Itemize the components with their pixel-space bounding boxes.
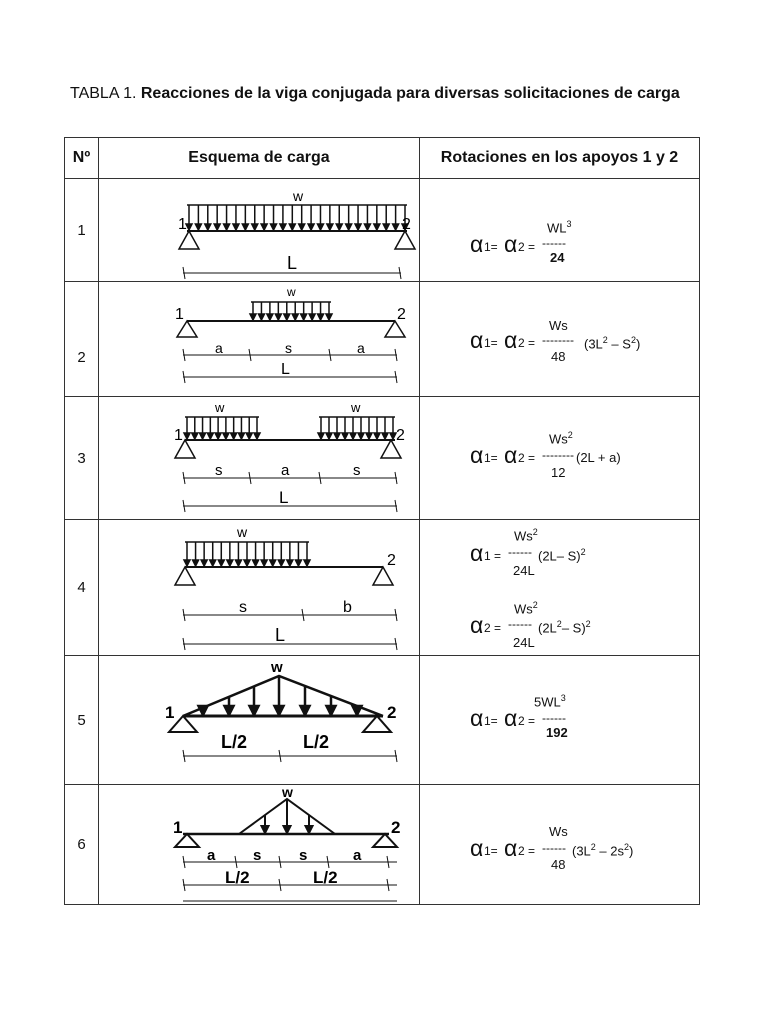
- load-arrow-head: [287, 560, 293, 566]
- load-arrow-head: [215, 433, 221, 439]
- load-arrow-head: [299, 224, 305, 230]
- load-diagram-1: [99, 179, 420, 282]
- dim-label: L/2: [221, 732, 248, 752]
- beam-diagram-left-partial: [99, 520, 419, 655]
- factor-exponent: 2: [556, 619, 562, 629]
- formula-numerator: [549, 430, 573, 446]
- header-rotations: Rotaciones en los apoyos 1 y 2: [420, 138, 700, 179]
- dim-label: a: [215, 340, 223, 356]
- load-label-w: w: [287, 285, 296, 299]
- row-number: 1: [65, 179, 99, 282]
- load-arrow-head: [284, 314, 290, 320]
- factor-text: – S: [607, 336, 631, 352]
- table-row: [65, 785, 700, 905]
- load-arrow-head: [350, 433, 356, 439]
- fraction-bar: --------: [542, 333, 574, 347]
- load-arrow-head: [334, 433, 340, 439]
- load-label-w: w: [237, 524, 248, 540]
- support-1-label: 1: [173, 818, 183, 837]
- numerator-text: 5WL: [534, 694, 561, 710]
- formula-cell-5: [420, 656, 700, 785]
- table-header-row: [65, 138, 700, 179]
- load-arrow-head: [233, 224, 239, 230]
- load-arrow-head: [355, 224, 361, 230]
- subscript: 2 =: [518, 336, 536, 350]
- load-arrow-head: [192, 433, 198, 439]
- support-2-label: 2: [402, 216, 411, 233]
- load-arrow-head: [207, 433, 213, 439]
- load-arrow-head: [218, 560, 224, 566]
- subscript: 2 =: [518, 714, 536, 728]
- load-arrow-head: [238, 433, 244, 439]
- fraction-bar: ------: [508, 617, 532, 631]
- load-arrow-head: [205, 224, 211, 230]
- formula-factor: (2L + a): [576, 450, 621, 465]
- alpha-symbol: α: [504, 231, 518, 257]
- load-arrow-head: [193, 560, 199, 566]
- load-arrow-head: [295, 560, 301, 566]
- numerator-text: WL: [547, 220, 567, 236]
- formula-factor: [538, 547, 586, 563]
- load-arrow-head: [275, 706, 284, 715]
- factor-exponent: 2: [602, 335, 608, 345]
- loads-table: [64, 137, 700, 905]
- support-1-label: 1: [175, 306, 184, 323]
- load-arrow-head: [244, 560, 250, 566]
- dim-label: b: [343, 599, 352, 616]
- load-diagram-5: [99, 656, 420, 785]
- load-arrow-head: [292, 314, 298, 320]
- load-arrows: [186, 205, 408, 230]
- fraction-bar: --------: [542, 448, 574, 462]
- load-arrow-head: [382, 433, 388, 439]
- beam-diagram-two-partial: [99, 397, 419, 519]
- formula-denominator: 24L: [513, 635, 535, 650]
- load-arrow-head: [252, 224, 258, 230]
- support-2-label: 2: [387, 703, 397, 722]
- span-label-L: L: [275, 625, 286, 645]
- span-label-L: L: [279, 488, 289, 507]
- factor-text: – 2s: [595, 843, 624, 859]
- beam-diagram-central-triangular: [99, 785, 419, 904]
- dim-label: s: [239, 599, 247, 616]
- factor-text: (3L: [572, 843, 591, 859]
- numerator-text: Ws: [549, 431, 568, 447]
- subscript: 1=: [484, 451, 498, 465]
- load-arrow-head: [235, 560, 241, 566]
- load-arrow-head: [254, 433, 260, 439]
- support-2-label: 2: [396, 427, 405, 444]
- alpha-symbol: α: [470, 612, 484, 638]
- load-arrow-head: [261, 560, 267, 566]
- load-arrow-head: [250, 314, 256, 320]
- support-2-label: 2: [387, 552, 396, 569]
- formula-numerator: [547, 219, 572, 235]
- subscript: 2 =: [484, 621, 502, 635]
- formula-denominator: 48: [551, 349, 566, 364]
- factor-text: ): [629, 843, 634, 859]
- dim-label: a: [207, 847, 216, 864]
- numerator-text: Ws: [514, 601, 533, 617]
- formula-denominator: 48: [551, 857, 566, 872]
- load-arrow-head: [246, 433, 252, 439]
- load-diagram-4: [99, 520, 420, 656]
- factor-exponent: 2: [590, 842, 596, 852]
- fraction-bar: ------: [542, 841, 566, 855]
- subscript: 2 =: [518, 844, 536, 858]
- load-arrow-head: [383, 224, 389, 230]
- load-arrow-head: [308, 224, 314, 230]
- alpha-symbol: α: [504, 327, 518, 353]
- load-arrow-head: [301, 706, 310, 715]
- beam-diagram-triangular: [99, 656, 419, 784]
- table-row: [65, 179, 700, 282]
- formula-numerator: [514, 600, 538, 616]
- support-2-label: 2: [391, 818, 401, 837]
- subscript: 1=: [484, 844, 498, 858]
- row-number: 3: [65, 397, 99, 520]
- load-arrow-head: [200, 433, 206, 439]
- load-arrow-head: [374, 224, 380, 230]
- load-arrow-head: [366, 433, 372, 439]
- numerator-text: Ws: [514, 528, 533, 544]
- dim-label: L/2: [225, 868, 250, 887]
- load-arrow-head: [326, 433, 332, 439]
- formula-numerator: Ws: [549, 824, 568, 839]
- load-arrow-head: [301, 314, 307, 320]
- formula-denominator: 24: [550, 250, 565, 265]
- table-row: [65, 520, 700, 656]
- load-arrow-head: [280, 224, 286, 230]
- load-arrow-head: [184, 560, 190, 566]
- support-1-label: 1: [165, 703, 175, 722]
- dim-label: L/2: [303, 732, 330, 752]
- load-diagram-3: [99, 397, 420, 520]
- load-label-w: w: [293, 188, 304, 204]
- load-arrow-head: [223, 433, 229, 439]
- support-1-label: 1: [178, 216, 187, 233]
- load-arrow-head: [267, 314, 273, 320]
- formula-denominator: 12: [551, 465, 566, 480]
- row-number: 4: [65, 520, 99, 656]
- span-label-L: L: [281, 361, 290, 378]
- beam-diagram-partial: [99, 282, 419, 396]
- factor-exponent: 2: [630, 335, 636, 345]
- title-prefix: TABLA 1.: [70, 85, 141, 102]
- row-number: 6: [65, 785, 99, 905]
- numerator-exponent: 3: [566, 219, 572, 229]
- formula-cell-6: [420, 785, 700, 905]
- numerator-exponent: 2: [532, 527, 538, 537]
- span-label-L: L: [287, 253, 298, 273]
- load-arrow-head: [336, 224, 342, 230]
- formula-numerator: [534, 693, 566, 709]
- load-arrow-head: [327, 706, 336, 715]
- load-arrow-head: [250, 706, 259, 715]
- table-title: [70, 85, 680, 103]
- factor-text: (2L– S): [538, 548, 581, 564]
- formula-factor: [538, 619, 591, 635]
- factor-text: (2L: [538, 620, 557, 636]
- load-arrow-head: [261, 224, 267, 230]
- alpha-symbol: α: [470, 835, 484, 861]
- factor-exponent: 2: [624, 842, 630, 852]
- fraction-bar: ------: [542, 711, 566, 725]
- alpha-symbol: α: [470, 705, 484, 731]
- load-arrow-head: [195, 224, 201, 230]
- load-diagram-6: [99, 785, 420, 905]
- numerator-exponent: 3: [560, 693, 566, 703]
- load-arrow-head: [306, 826, 313, 833]
- dim-label: a: [357, 340, 365, 356]
- load-arrow-head: [275, 314, 281, 320]
- support-1-label: 1: [174, 427, 183, 444]
- load-arrow-head: [304, 560, 310, 566]
- formula-denominator: 24L: [513, 563, 535, 578]
- alpha-symbol: α: [470, 540, 484, 566]
- title-bold: Reacciones de la viga conjugada para diversas solicitaciones de carga: [140, 85, 680, 102]
- load-label-w: w: [351, 400, 361, 415]
- load-arrow-head: [224, 224, 230, 230]
- formula-cell-3: [420, 397, 700, 520]
- formula-denominator: 192: [546, 725, 568, 740]
- load-arrow-head: [309, 314, 315, 320]
- load-arrow-head: [201, 560, 207, 566]
- fraction-bar: ------: [508, 545, 532, 559]
- subscript: 1 =: [484, 549, 502, 563]
- support-2-label: 2: [397, 306, 406, 323]
- formula-cell-4: [420, 520, 700, 656]
- numerator-exponent: 2: [567, 430, 573, 440]
- dim-label: a: [281, 462, 290, 479]
- header-scheme: Esquema de carga: [99, 138, 420, 179]
- load-arrow-head: [318, 314, 324, 320]
- alpha-symbol: α: [470, 231, 484, 257]
- load-arrow-head: [270, 560, 276, 566]
- load-arrow-head: [262, 826, 269, 833]
- load-arrow-head: [346, 224, 352, 230]
- load-label-w: w: [271, 659, 283, 676]
- load-arrow-head: [271, 224, 277, 230]
- formula-cell-2: [420, 282, 700, 397]
- load-arrow-head: [284, 826, 291, 833]
- load-arrow-head: [258, 314, 264, 320]
- formula-numerator: [514, 527, 538, 543]
- factor-exponent: 2: [585, 619, 591, 629]
- load-arrow-head: [327, 224, 333, 230]
- load-arrow-head: [353, 706, 362, 715]
- factor-text: ): [635, 336, 641, 352]
- factor-text: – S): [561, 620, 586, 636]
- factor-text: (3L: [584, 336, 603, 352]
- load-arrow-head: [326, 314, 332, 320]
- row-number: 5: [65, 656, 99, 785]
- numerator-exponent: 2: [532, 600, 538, 610]
- table-row: [65, 656, 700, 785]
- header-num: Nº: [65, 138, 99, 179]
- load-arrow-head: [199, 706, 208, 715]
- load-arrow-head: [358, 433, 364, 439]
- load-arrow-head: [317, 224, 323, 230]
- load-arrow-head: [184, 433, 190, 439]
- load-arrow-head: [364, 224, 370, 230]
- load-label-w: w: [282, 785, 293, 800]
- dim-label: s: [253, 847, 262, 864]
- alpha-symbol: α: [504, 442, 518, 468]
- load-arrow-head: [231, 433, 237, 439]
- load-arrow-head: [253, 560, 259, 566]
- formula-numerator: Ws: [549, 318, 568, 333]
- subscript: 1=: [484, 336, 498, 350]
- dim-label: a: [353, 847, 362, 864]
- load-arrow-head: [342, 433, 348, 439]
- alpha-symbol: α: [470, 327, 484, 353]
- row-number: 2: [65, 282, 99, 397]
- dim-label: s: [285, 340, 292, 356]
- dim-label: s: [353, 462, 361, 479]
- table-row: [65, 282, 700, 397]
- alpha-symbol: α: [504, 835, 518, 861]
- load-arrow-head: [242, 224, 248, 230]
- load-diagram-2: [99, 282, 420, 397]
- load-arrow-head: [318, 433, 324, 439]
- beam-diagram-uniform: [99, 179, 419, 281]
- dim-label: s: [299, 847, 308, 864]
- load-arrow-head: [278, 560, 284, 566]
- load-arrow-head: [393, 224, 399, 230]
- alpha-symbol: α: [504, 705, 518, 731]
- dim-label: L/2: [313, 868, 338, 887]
- formula-factor: [572, 842, 633, 858]
- formula-factor: [584, 335, 640, 351]
- table-row: [65, 397, 700, 520]
- load-arrow-head: [214, 224, 220, 230]
- load-arrow-head: [374, 433, 380, 439]
- subscript: 1=: [484, 240, 498, 254]
- subscript: 1=: [484, 714, 498, 728]
- dim-label: s: [215, 462, 223, 479]
- load-arrow-head: [227, 560, 233, 566]
- load-label-w: w: [215, 400, 225, 415]
- fraction-bar: ------: [542, 236, 566, 250]
- alpha-symbol: α: [470, 442, 484, 468]
- load-arrow-head: [225, 706, 234, 715]
- load-arrow-head: [289, 224, 295, 230]
- factor-exponent: 2: [580, 547, 586, 557]
- load-arrow-head: [210, 560, 216, 566]
- subscript: 2 =: [518, 451, 536, 465]
- formula-cell-1: [420, 179, 700, 282]
- subscript: 2 =: [518, 240, 536, 254]
